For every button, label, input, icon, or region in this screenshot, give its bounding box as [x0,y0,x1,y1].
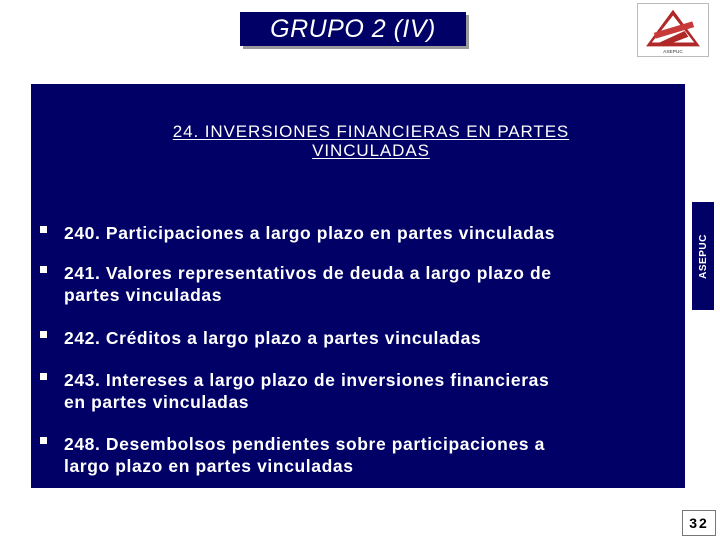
square-bullet-icon [40,373,47,380]
list-item-text [64,327,674,349]
asepuc-logo-icon [637,3,709,57]
heading-line-1: 24. INVERSIONES FINANCIERAS EN PARTES [172,122,570,141]
list-item-line2: partes vinculadas [64,285,223,305]
section-heading [31,122,711,160]
list-item-text [64,369,674,413]
slide-title: GRUPO 2 (IV) [270,14,436,43]
list-item-text [64,222,674,244]
list-item-line1: 242. Créditos a largo plazo a partes vinculadas [64,328,482,348]
logo-caption: ASEPUC [663,50,683,56]
list-item-line1: 240. Participaciones a largo plazo en partes vinculadas [64,223,556,243]
list-item-line2: largo plazo en partes vinculadas [64,456,354,476]
side-label: ASEPUC [697,233,709,279]
square-bullet-icon [40,437,47,444]
list-item-text [64,262,674,306]
list-item-text [64,433,674,477]
list-item-line1: 248. Desembolsos pendientes sobre participaciones a [64,434,545,454]
logo-graphic [638,4,708,56]
square-bullet-icon [40,331,47,338]
list-item-line2: en partes vinculadas [64,392,250,412]
list-item-line1: 243. Intereses a largo plazo de inversiones financieras [64,370,550,390]
square-bullet-icon [40,226,47,233]
list-item-line1: 241. Valores representativos de deuda a largo plazo de [64,263,552,283]
heading-line-2: VINCULADAS [312,141,430,160]
content-panel [31,84,685,488]
side-label-tab [692,202,714,310]
slide-title-box [240,12,466,46]
page-number: 32 [682,510,716,536]
square-bullet-icon [40,266,47,273]
